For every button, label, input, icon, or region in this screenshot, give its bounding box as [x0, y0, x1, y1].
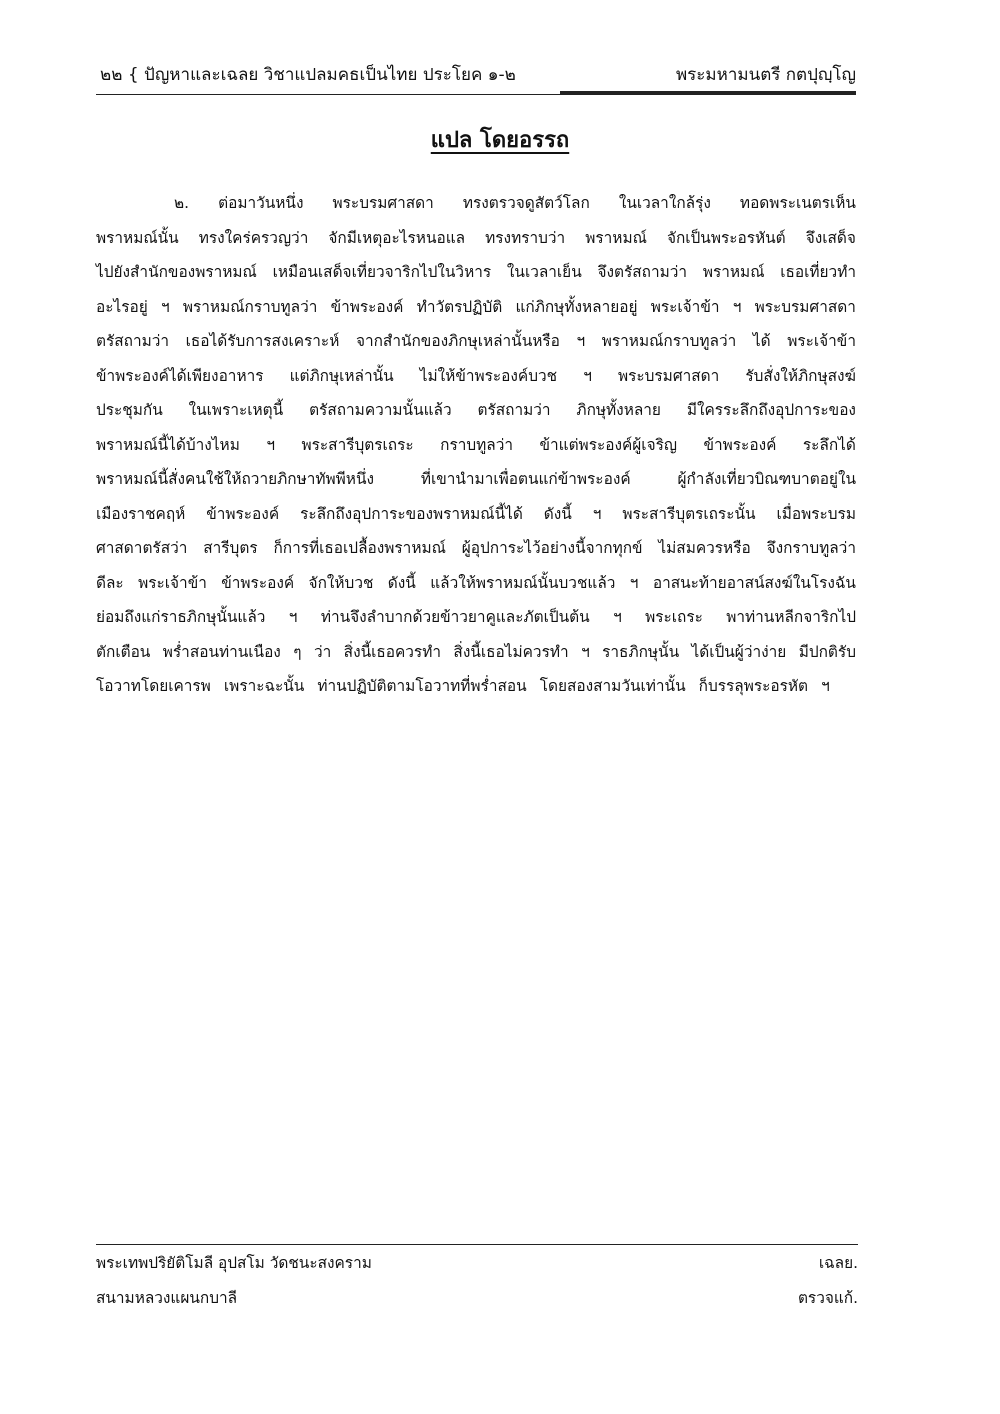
- paragraph-line: ตรัสถามว่า เธอได้รับการสงเคราะห์ จากสำนักของภิกษุเหล่านั้นหรือ ฯ พราหมณ์กราบทูลว่า ได้ พระเจ้าข้า: [96, 332, 856, 350]
- paragraph-line: พราหมณ์นี้สั่งคนใช้ให้ถวายภิกษาทัพพีหนึ่ง ที่เขานำมาเพื่อตนแก่ข้าพระองค์ ผู้กำลังเที่ยวบิณฑบาตอยู่ใน: [96, 470, 856, 488]
- paragraph-line: ไปยังสำนักของพราหมณ์ เหมือนเสด็จเที่ยวจาริกไปในวิหาร ในเวลาเย็น จึงตรัสถามว่า พราหมณ์ เธอเที่ยวทำ: [96, 263, 856, 281]
- paragraph-line: ตักเตือน พร่ำสอนท่านเนือง ๆ ว่า สิ่งนี้เธอควรทำ สิ่งนี้เธอไม่ควรทำ ฯ ราธภิกษุนั้น ได้เป็นผู้ว่าง่าย มีปกติรับ: [96, 642, 856, 661]
- paragraph-line: ศาสดาตรัสว่า สารีบุตร ก็การที่เธอเปลื้องพราหมณ์ ผู้อุปการะไว้อย่างนี้จากทุกข์ ไม่สมควรหรือ จึงกราบทูลว่า: [96, 539, 856, 557]
- paragraph-line: ๒. ต่อมาวันหนึ่ง พระบรมศาสดา ทรงตรวจดูสัตว์โลก ในเวลาใกล้รุ่ง ทอดพระเนตรเห็น: [174, 194, 856, 212]
- paragraph-line: พราหมณ์นั้น ทรงใคร่ครวญว่า จักมีเหตุอะไรหนอแล ทรงทราบว่า พราหมณ์ จักเป็นพระอรหันต์ จึงเสด็จ: [96, 228, 856, 247]
- page-header: [96, 62, 856, 92]
- paragraph-line: พราหมณ์นี้ได้บ้างไหม ฯ พระสารีบุตรเถระ กราบทูลว่า ข้าแต่พระองค์ผู้เจริญ ข้าพระองค์ ระลึกได้: [96, 435, 856, 454]
- paragraph-line: อะไรอยู่ ฯ พราหมณ์กราบทูลว่า ข้าพระองค์ ทำวัตรปฏิบัติ แก่ภิกษุทั้งหลายอยู่ พระเจ้าข้า ฯ พระบรมศาสดา: [96, 297, 856, 316]
- header-rule: [96, 94, 856, 95]
- header-left-text: ๒๒ { ปัญหาและเฉลย วิชาแปลมคธเป็นไทย ประโยค ๑-๒: [100, 65, 516, 85]
- footer-row-1: [96, 1250, 858, 1276]
- header-right-text: พระมหามนตรี กตปุญฺโญ: [675, 65, 856, 85]
- footer-row-2: [96, 1285, 858, 1311]
- paragraph-line: เมืองราชคฤห์ ข้าพระองค์ ระลึกถึงอุปการะของพราหมณ์นี้ได้ ดังนี้ ฯ พระสารีบุตรเถระนั้น เมื่อพระบรม: [96, 504, 856, 523]
- header-rule-accent: [560, 91, 856, 94]
- footer-institution: สนามหลวงแผนกบาลี: [96, 1289, 238, 1307]
- paragraph-line: โอวาทโดยเคารพ เพราะฉะนั้น ท่านปฏิบัติตามโอวาทที่พร่ำสอน โดยสองสามวันเท่านั้น ก็บรรลุพระอรหัต ฯ: [96, 677, 830, 695]
- page-title: แปล โดยอรรถ: [430, 128, 570, 153]
- footer-role-answer: เฉลย.: [818, 1254, 858, 1272]
- footer-rule: [96, 1244, 858, 1245]
- footer-role-correction: ตรวจแก้.: [797, 1289, 858, 1307]
- paragraph-line: ดีละ พระเจ้าข้า ข้าพระองค์ จักให้บวช ดังนี้ แล้วให้พราหมณ์นั้นบวชแล้ว ฯ อาสนะท้ายอาสน์สงฆ์ในโรงฉัน: [96, 573, 856, 592]
- translation-paragraph: [96, 186, 856, 704]
- paragraph-line: ประชุมกัน ในเพราะเหตุนี้ ตรัสถามความนั้นแล้ว ตรัสถามว่า ภิกษุทั้งหลาย มีใครระลึกถึงอุปการะของ: [96, 401, 856, 419]
- footer-author: พระเทพปริยัติโมลี อุปสโม วัดชนะสงคราม: [96, 1254, 372, 1272]
- paragraph-line: ข้าพระองค์ได้เพียงอาหาร แต่ภิกษุเหล่านั้น ไม่ให้ข้าพระองค์บวช ฯ พระบรมศาสดา รับสั่งให้ภิกษุสงฆ์: [96, 366, 856, 385]
- paragraph-line: ย่อมถึงแก่ราธภิกษุนั้นแล้ว ฯ ท่านจึงลำบากด้วยข้าวยาคูและภัตเป็นต้น ฯ พระเถระ พาท่านหลีกจาริกไป: [96, 608, 856, 626]
